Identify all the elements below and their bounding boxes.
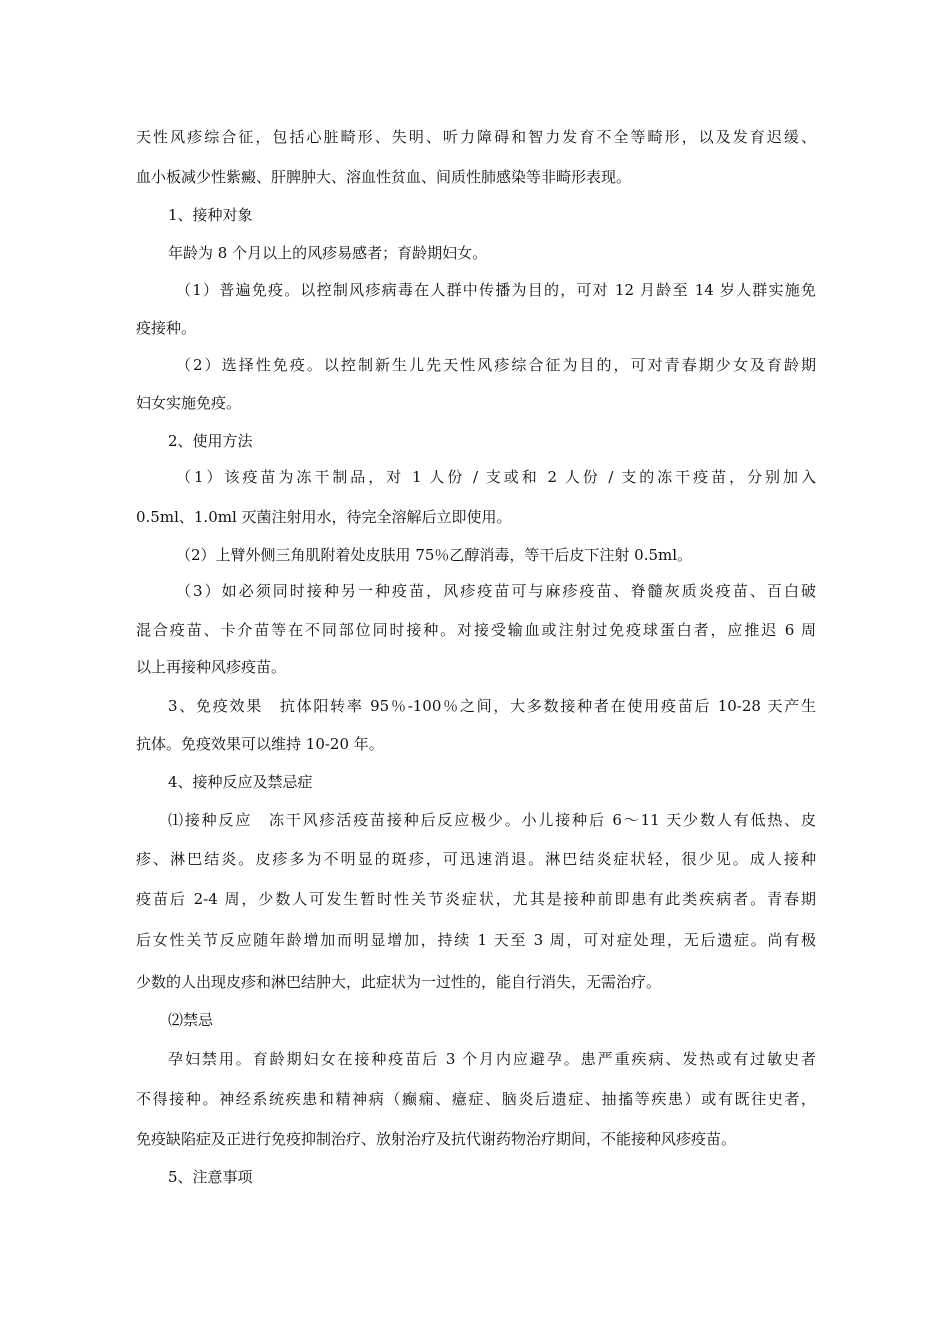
body-text-line: 不得接种。神经系统疾患和精神病（癫痫、癔症、脑炎后遗症、抽搐等疾患）或有既往史者， <box>136 1090 816 1108</box>
body-text-line: 后女性关节反应随年龄增加而明显增加，持续 1 天至 3 周，可对症处理，无后遗症。尚有极 <box>136 931 816 949</box>
body-text-line: 混合疫苗、卡介苗等在不同部位同时接种。对接受输血或注射过免疫球蛋白者，应推迟 6 周 <box>136 621 816 639</box>
body-text-line: 天性风疹综合征，包括心脏畸形、失明、听力障碍和智力发育不全等畸形，以及发育迟缓、 <box>136 128 816 146</box>
body-text-line: （2）选择性免疫。以控制新生儿先天性风疹综合征为目的，可对青春期少女及育龄期 <box>176 356 816 374</box>
section-heading-1: 1、接种对象 <box>168 206 253 224</box>
body-text-line: 免疫缺陷症及正进行免疫抑制治疗、放射治疗及抗代谢药物治疗期间，不能接种风疹疫苗。 <box>136 1130 737 1148</box>
body-text-line: 抗体。免疫效果可以维持 10-20 年。 <box>136 735 384 753</box>
section-heading-2: 2、使用方法 <box>168 432 253 450</box>
body-text-line: 少数的人出现皮疹和淋巴结肿大，此症状为一过性的，能自行消失，无需治疗。 <box>136 973 662 991</box>
body-text-line: （1）该疫苗为冻干制品，对 1 人份 / 支或和 2 人份 / 支的冻干疫苗，分别加入 <box>176 468 816 486</box>
body-text-line: 妇女实施免疫。 <box>136 394 242 412</box>
body-text-line: 疫接种。 <box>136 319 197 337</box>
body-text-line: ⑴接种反应 冻干风疹活疫苗接种后反应极少。小儿接种后 6～11 天少数人有低热、皮 <box>168 811 816 829</box>
section-heading-5: 5、注意事项 <box>168 1168 253 1186</box>
body-text-line: 以上再接种风疹疫苗。 <box>136 658 287 676</box>
body-text-line: 孕妇禁用。育龄期妇女在接种疫苗后 3 个月内应避孕。患严重疾病、发热或有过敏史者 <box>168 1050 816 1068</box>
section-heading-4: 4、接种反应及禁忌症 <box>168 773 313 791</box>
body-text-line: 年龄为 8 个月以上的风疹易感者；育龄期妇女。 <box>168 244 488 262</box>
sub-heading-contraindications: ⑵禁忌 <box>168 1011 214 1029</box>
body-text-line: 0.5ml、1.0ml 灭菌注射用水，待完全溶解后立即使用。 <box>136 508 512 526</box>
body-text-line: （1）普遍免疫。以控制风疹病毒在人群中传播为目的，可对 12 月龄至 14 岁人群实施免 <box>176 281 816 299</box>
body-text-line: 疹、淋巴结炎。皮疹多为不明显的斑疹，可迅速消退。淋巴结炎症状轻，很少见。成人接种 <box>136 850 816 868</box>
body-text-line: （3）如必须同时接种另一种疫苗，风疹疫苗可与麻疹疫苗、脊髓灰质炎疫苗、百白破 <box>176 582 816 600</box>
body-text-line: 疫苗后 2-4 周，少数人可发生暂时性关节炎症状，尤其是接种前即患有此类疾病者。青春期 <box>136 890 816 908</box>
body-text-line: （2）上臂外侧三角肌附着处皮肤用 75％乙醇消毒，等干后皮下注射 0.5ml。 <box>176 546 693 564</box>
section-heading-3: 3、免疫效果 抗体阳转率 95％-100％之间，大多数接种者在使用疫苗后 10-28 天产生 <box>168 697 816 715</box>
body-text-line: 血小板减少性紫癜、肝脾肿大、溶血性贫血、间质性肺感染等非畸形表现。 <box>136 168 632 186</box>
